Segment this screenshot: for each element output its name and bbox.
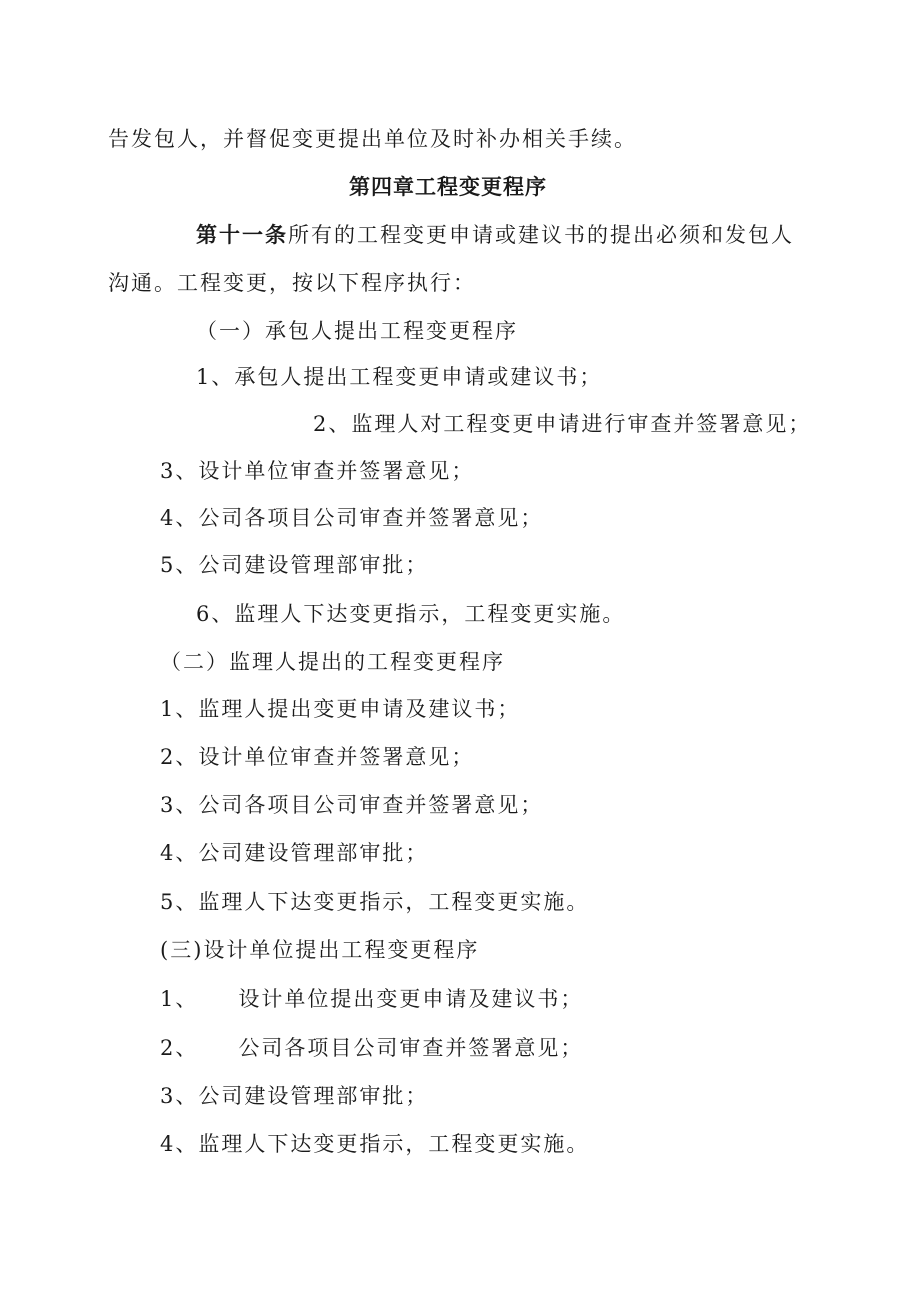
section1-item-5: 5、公司建设管理部审批； bbox=[160, 553, 429, 577]
section1-item-1: 1、承包人提出工程变更申请或建议书； bbox=[196, 365, 603, 389]
section1-title: （一）承包人提出工程变更程序 bbox=[196, 319, 518, 343]
section2-item-2: 2、设计单位审查并签署意见； bbox=[160, 745, 475, 769]
article-paragraph-line1 bbox=[196, 220, 794, 250]
article-label: 第十一条 bbox=[196, 223, 288, 247]
section3-item-2-text: 公司各项目公司审查并签署意见； bbox=[238, 1036, 584, 1060]
section3-title: (三)设计单位提出工程变更程序 bbox=[160, 938, 480, 962]
section2-item-3: 3、公司各项目公司审查并签署意见； bbox=[160, 793, 544, 817]
section2-item-1: 1、监理人提出变更申请及建议书； bbox=[160, 697, 521, 721]
section3-item-1 bbox=[160, 984, 583, 1014]
section3-item-3: 3、公司建设管理部审批； bbox=[160, 1084, 429, 1108]
section3-item-2 bbox=[160, 1033, 583, 1063]
section1-item-6: 6、监理人下达变更指示，工程变更实施。 bbox=[196, 602, 626, 626]
article-text-part1: 所有的工程变更申请或建议书的提出必须和发包人 bbox=[288, 223, 794, 247]
section3-item-1-text: 设计单位提出变更申请及建议书； bbox=[238, 987, 584, 1011]
section1-item-3: 3、设计单位审查并签署意见； bbox=[160, 459, 475, 483]
chapter-heading: 第四章工程变更程序 bbox=[349, 175, 547, 199]
section2-title: （二）监理人提出的工程变更程序 bbox=[160, 650, 505, 674]
section3-item-2-number: 2、 bbox=[160, 1036, 199, 1060]
section2-item-5: 5、监理人下达变更指示，工程变更实施。 bbox=[160, 890, 590, 914]
section1-item-2: 2、监理人对工程变更申请进行审查并签署意见； bbox=[313, 412, 812, 436]
section3-item-4: 4、监理人下达变更指示，工程变更实施。 bbox=[160, 1132, 590, 1156]
section1-item-4: 4、公司各项目公司审查并签署意见； bbox=[160, 506, 544, 530]
article-paragraph-line2: 沟通。工程变更，按以下程序执行： bbox=[108, 271, 476, 295]
paragraph-line-continuation: 告发包人，并督促变更提出单位及时补办相关手续。 bbox=[108, 127, 637, 151]
section2-item-4: 4、公司建设管理部审批； bbox=[160, 841, 429, 865]
section3-item-1-number: 1、 bbox=[160, 987, 199, 1011]
